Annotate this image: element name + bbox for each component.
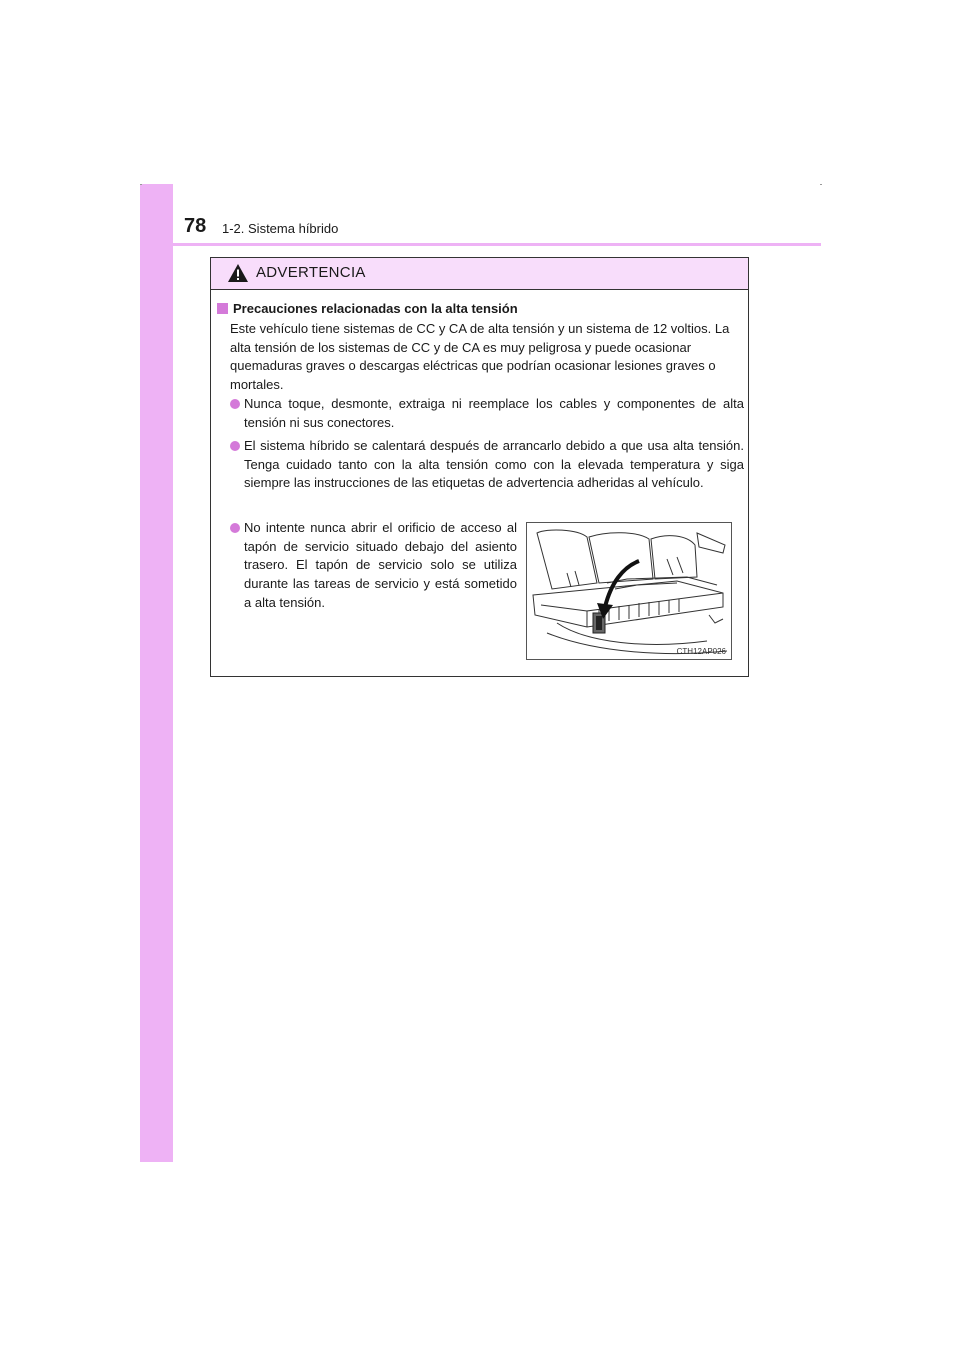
bullet-dot-icon — [230, 523, 240, 533]
warning-triangle-icon — [227, 263, 249, 283]
figure-code: CTH12AP026 — [676, 647, 726, 656]
chapter-side-tab — [140, 184, 173, 1162]
warning-content — [211, 290, 748, 676]
list-item-text: No intente nunca abrir el orificio de acceso al tapón de servicio situado debajo del asiento trasero. El tapón de servicio solo se utiliza durante las tareas de servicio y está sometido a alta tensión. — [244, 520, 517, 610]
header-rule — [140, 243, 821, 246]
square-bullet-icon — [217, 303, 228, 314]
warning-header — [211, 258, 748, 290]
crop-mark — [140, 184, 142, 185]
list-item-text: El sistema híbrido se calentará después de arrancarlo debido a que usa alta tensión. Tenga cuidado tanto con la alta tensión como con la elevada temperatura y siga siempre las instrucciones de las etiquetas de advertencia adheridas al vehículo. — [244, 438, 744, 491]
bullet-dot-icon — [230, 399, 240, 409]
intro-paragraph: Este vehículo tiene sistemas de CC y CA de alta tensión y un sistema de 12 voltios. La alta tensión de los sistemas de CC y de CA es muy peligrosa y puede ocasionar quemaduras graves o descargas eléctricas que podrían ocasionar lesiones graves o mortales. — [230, 321, 730, 393]
list-item-text: Nunca toque, desmonte, extraiga ni reemplace los cables y componentes de alta tensión ni sus conectores. — [244, 396, 744, 430]
crop-mark — [820, 184, 822, 185]
warning-title: ADVERTENCIA — [256, 264, 366, 281]
list-item — [230, 395, 744, 432]
warning-box — [210, 257, 749, 677]
section-title: 1-2. Sistema híbrido — [222, 221, 339, 236]
page-number: 78 — [184, 215, 207, 237]
list-item — [230, 437, 744, 493]
rear-seat-battery-drawing — [527, 523, 731, 659]
bullet-dot-icon — [230, 441, 240, 451]
list-item — [230, 519, 517, 613]
subheading — [217, 300, 518, 318]
service-plug-illustration — [526, 522, 732, 660]
subheading-text: Precauciones relacionadas con la alta tensión — [233, 301, 518, 316]
